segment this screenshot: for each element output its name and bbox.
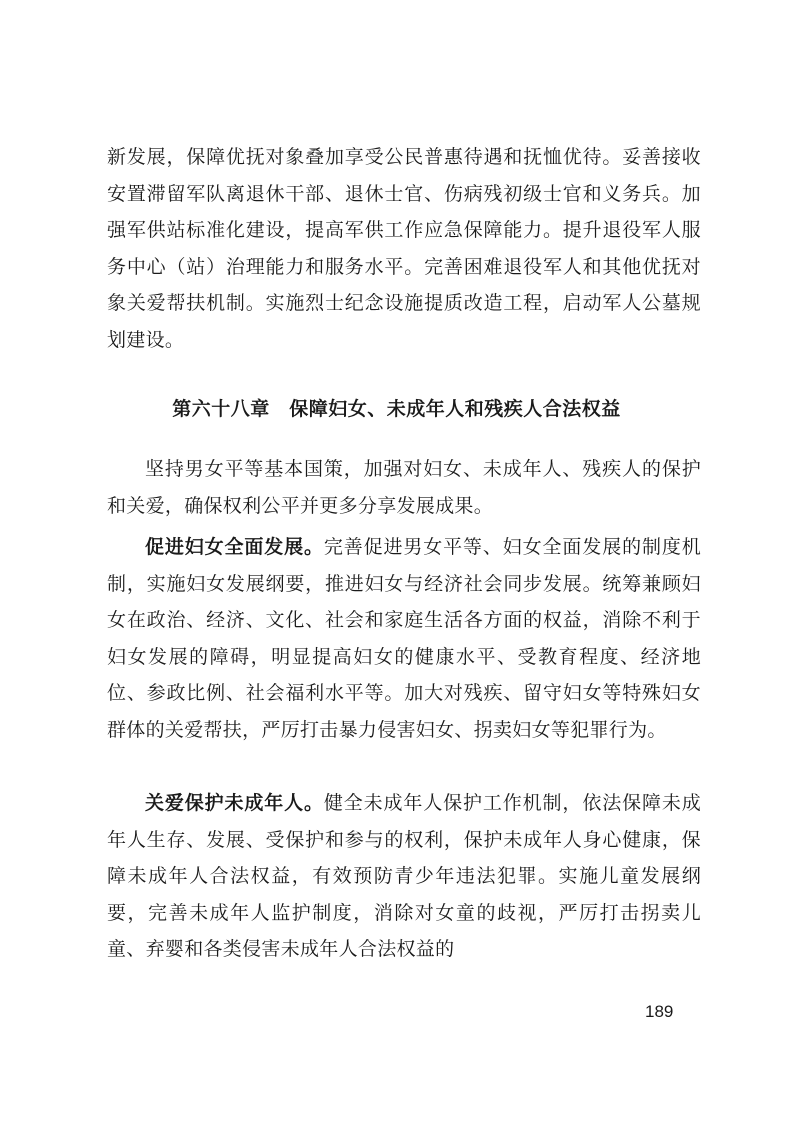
women-development-paragraph — [107, 529, 701, 749]
women-section-lead: 促进妇女全面发展。 — [145, 536, 324, 558]
women-section-text: 完善促进男女平等、妇女全面发展的制度机制，实施妇女发展纲要，推进妇女与经济社会同步发展。统筹兼顾妇女在政治、经济、文化、社会和家庭生活各方面的权益，消除不利于妇女发展的障碍，明显提高妇女的健康水平、受教育程度、经济地位、参政比例、社会福利水平等。加大对残疾、留守妇女等特殊妇女群体的关爱帮扶，严厉打击暴力侵害妇女、拐卖妇女等犯罪行为。 — [107, 536, 702, 741]
intro-paragraph: 坚持男女平等基本国策，加强对妇女、未成年人、残疾人的保护和关爱，确保权利公平并更多分享发展成果。 — [107, 458, 701, 517]
minors-section-text: 健全未成年人保护工作机制，依法保障未成年人生存、发展、受保护和参与的权利，保护未成年人身心健康，保障未成年人合法权益，有效预防青少年违法犯罪。实施儿童发展纲要，完善未成年人监护制度，消除对女童的歧视，严厉打击拐卖儿童、弃婴和各类侵害未成年人合法权益的 — [107, 792, 702, 961]
page-number: 189 — [645, 1002, 674, 1021]
continuation-paragraph: 新发展，保障优抚对象叠加享受公民普惠待遇和抚恤优待。妥善接收安置滞留军队离退休干部、退休士官、伤病残初级士官和义务兵。加强军供站标准化建设，提高军供工作应急保障能力。提升退役军人服务中心（站）治理能力和服务水平。完善困难退役军人和其他优抚对象关爱帮扶机制。实施烈士纪念设施提质改造工程，启动军人公墓规划建设。 — [107, 146, 701, 351]
minors-section-lead: 关爱保护未成年人。 — [145, 792, 324, 814]
chapter-heading: 第六十八章 保障妇女、未成年人和残疾人合法权益 — [172, 398, 621, 420]
minors-protection-paragraph — [107, 785, 701, 968]
